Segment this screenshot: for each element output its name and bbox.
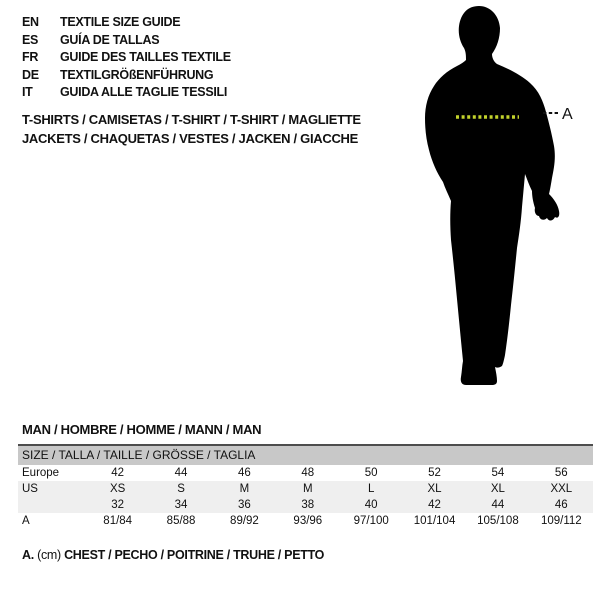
table-cell: 44	[491, 499, 505, 511]
figure-illustration	[400, 0, 600, 400]
table-cell: M	[239, 483, 250, 495]
table-row-us	[18, 481, 593, 497]
language-code: EN	[22, 15, 39, 29]
language-label: GUIDA ALLE TAGLIE TESSILI	[60, 85, 228, 99]
language-code: FR	[22, 50, 39, 64]
table-cell: 46	[238, 467, 251, 479]
table-cell: XL	[490, 483, 505, 495]
category-line-jackets: JACKETS / CHAQUETAS / VESTES / JACKEN / GIACCHE	[22, 131, 358, 146]
row-label: Europe	[22, 467, 60, 479]
table-cell: 48	[301, 467, 315, 479]
footnote-label: A.	[22, 548, 34, 562]
language-code: DE	[22, 67, 39, 82]
measurement-footnote	[22, 548, 324, 562]
size-table-header: SIZE / TALLA / TAILLE / GRÖSSE / TAGLIA	[18, 446, 593, 465]
man-silhouette-icon	[425, 6, 559, 385]
table-cell: 109/112	[540, 515, 582, 527]
row-label: A	[22, 515, 30, 527]
language-label: GUIDE DES TAILLES TEXTILE	[60, 50, 231, 64]
table-cell: S	[177, 483, 185, 495]
table-cell: 52	[428, 467, 441, 479]
table-cell: 32	[111, 499, 125, 511]
language-row	[22, 32, 231, 50]
table-row-europe	[18, 465, 593, 481]
language-row	[22, 84, 231, 102]
table-row-us-numeric	[18, 497, 593, 513]
table-cell: 50	[364, 467, 378, 479]
language-label: GUÍA DE TALLAS	[60, 32, 160, 47]
row-label: US	[22, 483, 38, 495]
table-cell: 105/108	[477, 515, 519, 527]
size-table	[18, 444, 593, 530]
table-cell: M	[303, 483, 313, 495]
measure-label-a: A	[562, 106, 573, 123]
table-cell: L	[367, 483, 375, 495]
language-code: IT	[22, 85, 33, 99]
table-row-chest-a	[18, 513, 593, 530]
table-cell: 40	[364, 499, 378, 511]
table-cell: 93/96	[293, 515, 323, 527]
table-cell: 42	[428, 499, 441, 511]
table-cell: 54	[491, 467, 505, 479]
table-cell: 97/100	[353, 515, 389, 527]
table-cell: 89/92	[230, 515, 259, 527]
table-cell: 81/84	[103, 515, 133, 527]
table-cell: XS	[110, 483, 126, 495]
table-cell: 36	[238, 499, 251, 511]
table-cell: 38	[301, 499, 315, 511]
footnote-text: CHEST / PECHO / POITRINE / TRUHE / PETTO	[64, 548, 325, 562]
language-row	[22, 14, 231, 32]
table-cell: 44	[174, 467, 188, 479]
language-label: TEXTILE SIZE GUIDE	[60, 15, 181, 29]
table-cell: XL	[427, 483, 442, 495]
table-cell: 34	[174, 499, 188, 511]
table-cell: 56	[554, 467, 568, 479]
table-cell: XXL	[550, 483, 573, 495]
table-cell: 101/104	[413, 515, 456, 527]
language-code: ES	[22, 32, 39, 47]
table-cell: 85/88	[166, 515, 196, 527]
section-heading-man: MAN / HOMBRE / HOMME / MANN / MAN	[22, 422, 262, 437]
category-line-tshirts: T-SHIRTS / CAMISETAS / T-SHIRT / T-SHIRT / MAGLIETTE	[22, 112, 361, 127]
table-cell: 46	[554, 499, 568, 511]
category-heading	[22, 110, 361, 148]
language-row	[22, 49, 231, 67]
language-guide	[22, 14, 231, 102]
language-label: TEXTILGRÖßENFÜHRUNG	[60, 67, 214, 82]
language-row	[22, 67, 231, 85]
table-cell: 42	[111, 467, 125, 479]
footnote-unit: (cm)	[37, 548, 61, 562]
row-label	[18, 497, 86, 513]
